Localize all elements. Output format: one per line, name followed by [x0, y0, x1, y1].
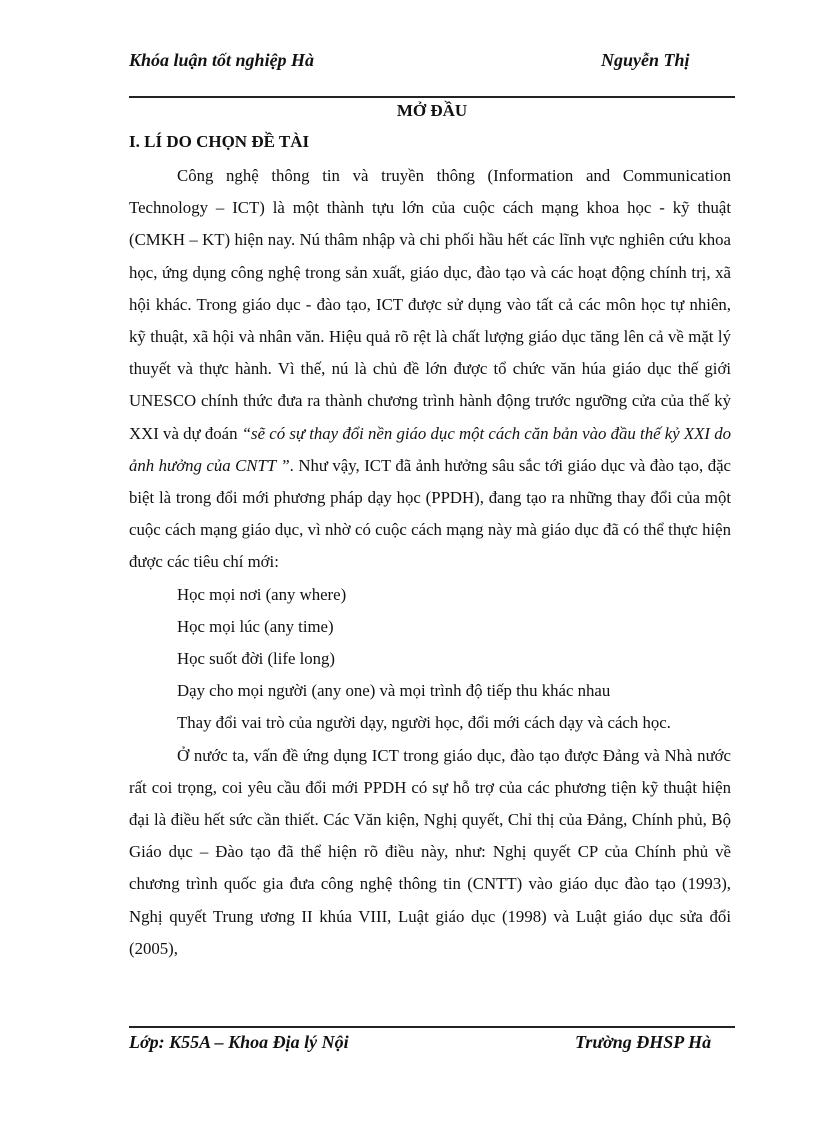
- footer-class-label: Lớp: K55A – Khoa Địa lý Nội: [129, 1032, 349, 1052]
- list-item: Học mọi lúc (any time): [177, 616, 334, 636]
- paragraph-text: Công nghệ thông tin và truyền thông (Information and Communication Technology – ICT) là một thành tựu lớn của cuộc cách mạng khoa học - kỹ thuật (CMKH – KT) hiện nay. Nú thâm nhập và chi phối hầu hết các lĩnh vực nghiên cứu khoa học, ứng dụng công nghệ trong sản xuất, giáo dục, đào tạo và các hoạt động chính trị, xã hội khác. Trong giáo dục - đào tạo, ICT được sử dụng vào tất cả các môn học tự nhiên, kỹ thuật, xã hội và nhân văn. Hiệu quả rõ rệt là chất lượng giáo dục tăng lên cả về mặt lý thuyết và thực hành. Vì thế, nú là chủ đề lớn được tổ chức văn húa giáo dục thế giới UNESCO chính thức đưa ra thành chương trình hành động trước ngưỡng cửa của thế kỷ XXI và dự đoán: [129, 166, 731, 443]
- section-heading: I. LÍ DO CHỌN ĐỀ TÀI: [129, 132, 310, 151]
- list-item: Dạy cho mọi người (any one) và mọi trình độ tiếp thu khác nhau: [177, 681, 611, 701]
- list-item: Thay đổi vai trò của người dạy, người học, đổi mới cách dạy và cách học.: [177, 713, 671, 733]
- paragraph-ict-intro: [129, 160, 731, 579]
- header-thesis-label: Khóa luận tốt nghiệp Hà: [129, 50, 315, 70]
- footer-divider: [129, 1026, 735, 1028]
- page-title: MỞ ĐẦU: [396, 101, 468, 120]
- paragraph-vietnam-policy: Ở nước ta, vấn đề ứng dụng ICT trong giáo dục, đào tạo được Đảng và Nhà nước rất coi trọng, coi yêu cầu đổi mới PPDH có sự hỗ trợ của các phương tiện kỹ thuật hiện đại là điều hết sức cần thiết. Các Văn kiện, Nghị quyết, Chỉ thị của Đảng, Chính phủ, Bộ Giáo dục – Đào tạo đã thể hiện rõ điều này, như: Nghị quyết CP của Chính phủ về chương trình quốc gia đưa công nghệ thông tin (CNTT) vào giáo dục đào tạo (1993), Nghị quyết Trung ương II khúa VIII, Luật giáo dục (1998) và Luật giáo dục sửa đổi (2005),: [129, 745, 731, 958]
- header-author-name: Nguyễn Thị: [601, 50, 690, 70]
- page-header: [129, 48, 735, 98]
- criteria-list: [129, 579, 731, 740]
- unesco-quote: “sẽ có sự thay đổi nền giáo dục một cách căn bản vào đầu thế kỷ XXI do ảnh hưởng của CNTT ”: [129, 423, 731, 475]
- document-body: [129, 160, 731, 965]
- page-footer: [129, 1030, 735, 1080]
- header-divider: [129, 96, 735, 98]
- list-item: Học suốt đời (life long): [177, 649, 336, 669]
- paragraph-text-continued: . Như vậy, ICT đã ảnh hưởng sâu sắc tới giáo dục và đào tạo, đặc biệt là trong đổi mới phương pháp dạy học (PPDH), đang tạo ra những thay đổi của một cuộc cách mạng giáo dục, vì nhờ có cuộc cách mạng này mà giáo dục đã có thể thực hiện được các tiêu chí mới:: [129, 455, 731, 572]
- list-item: Học mọi nơi (any where): [177, 584, 347, 604]
- footer-university-label: Trường ĐHSP Hà: [575, 1032, 712, 1052]
